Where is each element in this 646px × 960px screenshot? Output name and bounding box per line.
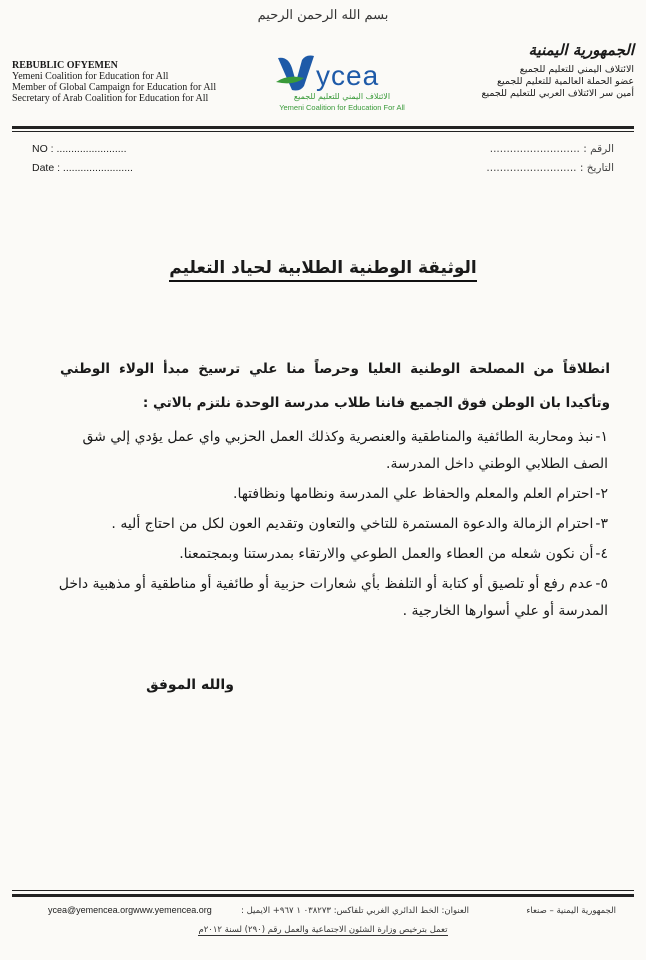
commitments-list bbox=[56, 424, 608, 628]
republic-ar: الجمهورية اليمنية bbox=[528, 41, 634, 59]
reference-en bbox=[32, 140, 133, 178]
secretary-en: Secretary of Arab Coalition for Education for All bbox=[12, 93, 209, 104]
list-item bbox=[56, 481, 608, 508]
member-ar: عضو الحملة العالمية للتعليم للجميع bbox=[496, 76, 634, 87]
header-divider-thin bbox=[12, 131, 634, 132]
item-number: ١- bbox=[595, 429, 608, 445]
logo-arabic-name: الائتلاف اليمني للتعليم للجميع bbox=[293, 92, 391, 101]
closing-phrase: والله الموفق bbox=[146, 677, 234, 693]
list-item bbox=[56, 424, 608, 478]
header-english-block bbox=[12, 60, 242, 104]
ycea-logo bbox=[272, 50, 412, 116]
footer-country: الجمهورية اليمنية – صنعاء bbox=[526, 906, 616, 916]
footer-email-web: ycea@yemencea.orgwww.yemencea.org bbox=[48, 905, 212, 915]
item-text: احترام العلم والمعلم والحفاظ علي المدرسة ونظامها ونظافتها. bbox=[233, 486, 594, 502]
item-text: احترام الزمالة والدعوة المستمرة للتاخي والتعاون وتقديم العون لكل من احتاج أليه . bbox=[111, 516, 594, 532]
republic-en: REBUBLIC OFYEMEN bbox=[12, 60, 118, 71]
footer-license-text: تعمل بترخيص وزارة الشئون الاجتماعية والعمل رقم (٢٩٠) لسنة ٢٠١٢م bbox=[198, 925, 448, 935]
header-divider bbox=[12, 126, 634, 129]
list-item bbox=[56, 571, 608, 625]
footer-address: العنوان: الخط الدائري الغربي تلفاكس: ٠٣٨٢٧٣ ١ ٩٦٧+ الايميل : bbox=[241, 906, 469, 916]
number-field: NO : ........................ bbox=[32, 143, 127, 155]
reference-ar bbox=[486, 140, 614, 178]
member-en: Member of Global Campaign for Education for All bbox=[12, 82, 217, 93]
item-text: أن نكون شعله من العطاء والعمل الطوعي والارتقاء بمدرستنا وبمجتمعنا. bbox=[179, 546, 594, 562]
item-text: عدم رفع أو تلصيق أو كتابة أو التلفظ بأي شعارات حزبية أو طائفية أو مناطقية أو مذهبية داخل المدرسة أو علي أسوارها الخارجية . bbox=[58, 576, 608, 619]
footer-divider bbox=[12, 894, 634, 897]
date-field-ar: التاريخ : ........................... bbox=[486, 162, 614, 174]
list-item bbox=[56, 511, 608, 538]
item-number: ٢- bbox=[595, 486, 608, 502]
basmala: بسم الله الرحمن الرحيم bbox=[257, 8, 389, 23]
document-title-text: الوثيقة الوطنية الطلابية لحياد التعليم bbox=[169, 258, 476, 282]
list-item bbox=[56, 541, 608, 568]
item-number: ٣- bbox=[595, 516, 608, 532]
header-arabic-block bbox=[424, 41, 634, 100]
ycea-logo-icon bbox=[274, 52, 318, 92]
item-text: نبذ ومحاربة الطائفية والمناطقية والعنصرية وكذلك العمل الحزبي واي عمل يؤدي إلي شق الصف الطلابي الوطني داخل المدرسة. bbox=[82, 429, 608, 472]
date-field: Date : ........................ bbox=[32, 162, 133, 174]
item-number: ٥- bbox=[595, 576, 608, 592]
item-number: ٤- bbox=[595, 546, 608, 562]
secretary-ar: أمين سر الائتلاف العربي للتعليم للجميع bbox=[481, 88, 634, 99]
logo-english-name: Yemeni Coalition for Education For All bbox=[279, 103, 405, 112]
logo-text: ycea bbox=[316, 60, 380, 91]
document-title bbox=[0, 258, 646, 278]
number-field-ar: الرقم : ........................... bbox=[489, 143, 614, 155]
footer-divider-thin bbox=[12, 890, 634, 891]
footer-license bbox=[0, 925, 646, 935]
coalition-en: Yemeni Coalition for Education for All bbox=[12, 71, 169, 82]
intro-paragraph: انطلاقاً من المصلحة الوطنية العليا وحرصاً منا علي ترسيخ مبدأ الولاء الوطني وتأكيدا بان الوطن فوق الجميع فاننا طلاب مدرسة الوحدة نلتزم بالاتي : bbox=[60, 361, 610, 411]
coalition-ar: الائتلاف اليمني للتعليم للجميع bbox=[519, 64, 634, 75]
